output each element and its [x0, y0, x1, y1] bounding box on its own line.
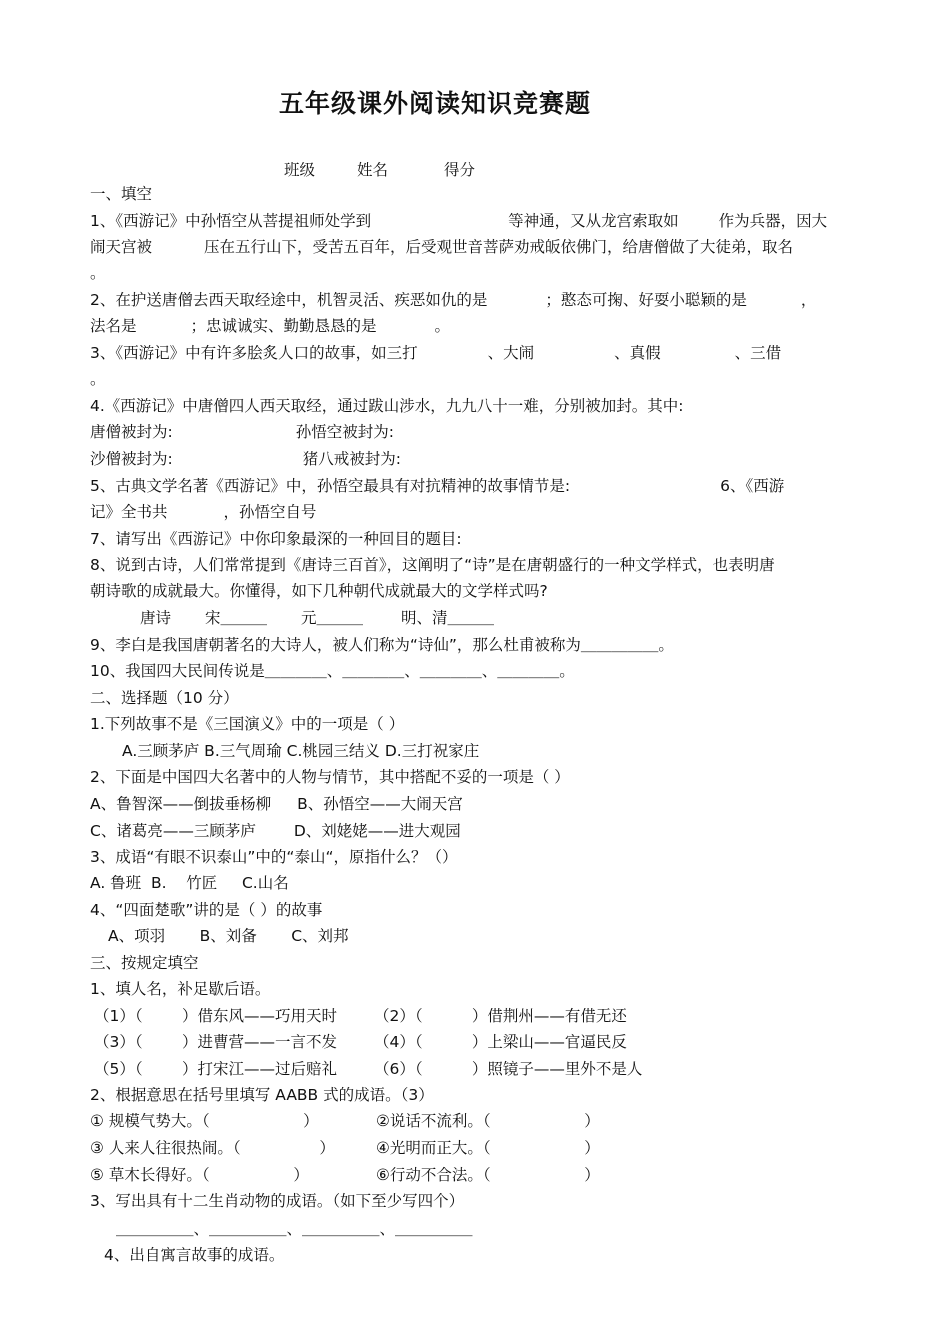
q8-text-d: 宋＿＿＿ — [205, 609, 268, 627]
q2-line2 — [90, 316, 865, 336]
q1-text-b: 等神通，又从龙宫索取如 — [508, 212, 679, 230]
s3-q2: 2、根据意思在括号里填写 AABB 式的成语。（3） — [90, 1086, 434, 1104]
idiom-6: ⑥行动不合法。（ ） — [376, 1166, 600, 1184]
idiom-3: ③ 人来人往很热闹。（ ） — [90, 1139, 335, 1157]
q2-text-d: 法名是 — [90, 317, 137, 335]
q4-text-b: 唐僧被封为: — [90, 423, 173, 441]
q7-line: 7、请写出《西游记》中你印象最深的一种回目的题目: — [90, 530, 462, 548]
q9-line: 9、李白是我国唐朝著名的大诗人，被人们称为“诗仙”，那么杜甫被称为＿＿＿＿＿。 — [90, 636, 674, 654]
s3-q1: 1、填人名，补足歇后语。 — [90, 980, 271, 998]
q8-text-c: 唐诗 — [140, 609, 172, 627]
xiehouyu-4: （4）（ ）上梁山——官逼民反 — [374, 1033, 627, 1051]
q5-line2 — [90, 502, 865, 522]
q5-text-c: 记》全书共 — [90, 503, 168, 521]
q10-line: 10、我国四大民间传说是＿＿＿＿、＿＿＿＿、＿＿＿＿、＿＿＿＿。 — [90, 662, 575, 680]
idiom-1: ① 规模气势大。（ ） — [90, 1112, 319, 1130]
xiehouyu-6: （6）（ ）照镜子——里外不是人 — [374, 1060, 643, 1078]
q2-text-f: 。 — [434, 317, 451, 335]
xiehouyu-2: （2）（ ）借荆州——有借无还 — [374, 1007, 627, 1025]
section1-heading: 一、填空 — [90, 185, 153, 203]
q3-text-a: 3、《西游记》中有许多脍炙人口的故事，如三打 — [90, 344, 418, 362]
option-c: C、诸葛亮——三顾茅庐 — [90, 822, 256, 840]
s2-q4: 4、“四面楚歌”讲的是（ ）的故事 — [90, 901, 323, 919]
q8-line1: 8、说到古诗，人们常常提到《唐诗三百首》，这阐明了“诗”是在唐朝盛行的一种文学样式，也表明唐 — [90, 556, 775, 574]
option-a: A、鲁智深——倒拔垂杨柳 — [90, 795, 272, 813]
q1-line1 — [90, 211, 865, 231]
idiom-4: ④光明而正大。（ ） — [376, 1139, 600, 1157]
q2-text-b: ；憨态可掬、好耍小聪颖的是 — [545, 291, 747, 309]
q2-text-a: 2、在护送唐僧去西天取经途中，机智灵活、疾恶如仇的是 — [90, 291, 488, 309]
q1-text-c: 作为兵器，因大 — [718, 212, 828, 230]
q5-text-d: ，孙悟空自号 — [223, 503, 317, 521]
q1-line2 — [90, 237, 865, 257]
s2-q2-cd — [90, 821, 865, 841]
q3-text-c: 、真假 — [614, 344, 661, 362]
q1-text-e: 压在五行山下，受苦五百年，后受观世音菩萨劝戒皈依佛门，给唐僧做了大徒弟，取名 — [204, 238, 794, 256]
q3-text-d: 、三借 — [734, 344, 782, 362]
q2-line1 — [90, 290, 865, 310]
q4-line1: 4.《西游记》中唐僧四人西天取经，通过跋山涉水，九九八十一难，分别被加封。其中: — [90, 397, 684, 415]
s2-q1: 1.下列故事不是《三国演义》中的一项是（ ） — [90, 715, 405, 733]
q4-line3 — [90, 449, 865, 469]
q3-line2: 。 — [90, 370, 106, 388]
s3-q3-blanks: ＿＿＿＿＿、＿＿＿＿＿、＿＿＿＿＿、＿＿＿＿＿ — [116, 1220, 473, 1238]
q3-line1 — [90, 343, 865, 363]
q8-text-f: 明、清＿＿＿ — [401, 609, 495, 627]
q5-text-a: 5、古典文学名著《西游记》中，孙悟空最具有对抗精神的故事情节是: — [90, 477, 571, 495]
q1-text-a: 1、《西游记》中孙悟空从菩提祖师处学到 — [90, 212, 372, 230]
idiom-2: ②说话不流利。（ ） — [376, 1112, 600, 1130]
q1-text-d: 闹天宫被 — [90, 238, 153, 256]
s2-q4-options: A、项羽 B、刘备 C、刘邦 — [108, 927, 349, 945]
s2-q2-ab — [90, 794, 865, 814]
option-b: B、孙悟空——大闹天宫 — [297, 795, 463, 813]
section2-heading: 二、选择题（10 分） — [90, 689, 239, 707]
q4-line2 — [90, 422, 865, 442]
xiehouyu-5: （5）（ ）打宋江——过后赔礼 — [94, 1060, 338, 1078]
q3-text-b: 、大闹 — [487, 344, 535, 362]
q2-text-e: ；忠诚诚实、勤勤恳恳的是 — [190, 317, 377, 335]
s2-q1-options: A.三顾茅庐 B.三气周瑜 C.桃园三结义 D.三打祝家庄 — [122, 742, 480, 760]
q1-line3: 。 — [90, 264, 106, 282]
idiom-5: ⑤ 草木长得好。（ ） — [90, 1166, 309, 1184]
s2-q3: 3、成语“有眼不识泰山”中的“泰山“，原指什么？（） — [90, 848, 458, 866]
page-title: 五年级课外阅读知识竞赛题 — [278, 89, 591, 118]
q2-text-c: ， — [800, 291, 817, 309]
class-label: 班级 — [284, 161, 316, 179]
q8-line3 — [140, 608, 915, 628]
name-label: 姓名 — [357, 161, 389, 179]
score-label: 得分 — [444, 161, 476, 179]
q8-text-e: 元＿＿＿ — [301, 609, 364, 627]
section3-heading: 三、按规定填空 — [90, 954, 199, 972]
xiehouyu-1: （1）（ ）借东风——巧用天时 — [94, 1007, 338, 1025]
s2-q3-options: A. 鲁班 B. 竹匠 C.山名 — [90, 874, 289, 892]
q4-text-c: 孙悟空被封为: — [295, 423, 394, 441]
s3-q3: 3、写出具有十二生肖动物的成语。（如下至少写四个） — [90, 1192, 465, 1210]
xiehouyu-3: （3）（ ）进曹营——一言不发 — [94, 1033, 338, 1051]
option-d: D、刘姥姥——进大观园 — [293, 822, 461, 840]
q4-text-d: 沙僧被封为: — [90, 450, 173, 468]
s2-q2: 2、下面是中国四大名著中的人物与情节，其中搭配不妥的一项是（ ） — [90, 768, 570, 786]
q5-text-b: 6、《西游 — [720, 477, 785, 495]
q4-text-e: 猪八戒被封为: — [302, 450, 401, 468]
q5-line1 — [90, 476, 865, 496]
s3-q4: 4、出自寓言故事的成语。 — [104, 1246, 285, 1264]
q8-line2: 朝诗歌的成就最大。你懂得，如下几种朝代成就最大的文学样式吗? — [90, 582, 548, 600]
